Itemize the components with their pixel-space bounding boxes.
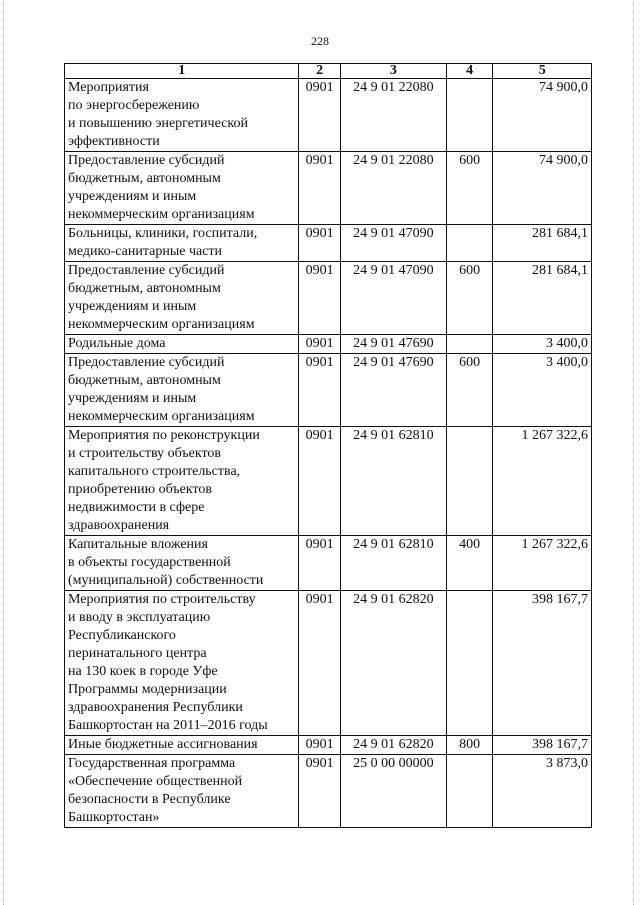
cell-type: 600 bbox=[446, 354, 493, 427]
table-row bbox=[65, 262, 592, 335]
cell-type bbox=[446, 755, 493, 828]
cell-name: Иные бюджетные ассигнования bbox=[65, 736, 299, 755]
cell-amount: 398 167,7 bbox=[493, 736, 592, 755]
header-col-1: 1 bbox=[65, 64, 299, 79]
cell-amount: 3 873,0 bbox=[493, 755, 592, 828]
cell-target: 24 9 01 47090 bbox=[340, 225, 446, 262]
table-header bbox=[65, 64, 592, 79]
cell-section: 0901 bbox=[299, 152, 340, 225]
cell-amount: 281 684,1 bbox=[493, 225, 592, 262]
cell-name: Мероприятия по энергосбережению и повышению энергетической эффективности bbox=[65, 79, 299, 152]
cell-name: Предоставление субсидий бюджетным, автономным учреждениям и иным некоммерческим организациям bbox=[65, 354, 299, 427]
table-row bbox=[65, 335, 592, 354]
cell-type: 800 bbox=[446, 736, 493, 755]
table-row bbox=[65, 225, 592, 262]
cell-name: Больницы, клиники, госпитали, медико-санитарные части bbox=[65, 225, 299, 262]
cell-section: 0901 bbox=[299, 536, 340, 591]
cell-target: 24 9 01 47690 bbox=[340, 354, 446, 427]
table-row bbox=[65, 736, 592, 755]
cell-amount: 281 684,1 bbox=[493, 262, 592, 335]
cell-target: 24 9 01 62820 bbox=[340, 591, 446, 736]
cell-target: 24 9 01 22080 bbox=[340, 152, 446, 225]
cell-amount: 74 900,0 bbox=[493, 79, 592, 152]
cell-section: 0901 bbox=[299, 755, 340, 828]
table-row bbox=[65, 152, 592, 225]
cell-amount: 1 267 322,6 bbox=[493, 427, 592, 536]
table-row bbox=[65, 79, 592, 152]
cell-target: 24 9 01 62810 bbox=[340, 427, 446, 536]
cell-target: 24 9 01 22080 bbox=[340, 79, 446, 152]
cell-name: Предоставление субсидий бюджетным, автономным учреждениям и иным некоммерческим организациям bbox=[65, 152, 299, 225]
cell-section: 0901 bbox=[299, 427, 340, 536]
budget-table bbox=[64, 63, 592, 828]
cell-name: Родильные дома bbox=[65, 335, 299, 354]
cell-type bbox=[446, 79, 493, 152]
cell-section: 0901 bbox=[299, 591, 340, 736]
page-edge-right bbox=[633, 0, 634, 905]
header-col-5: 5 bbox=[493, 64, 592, 79]
cell-section: 0901 bbox=[299, 736, 340, 755]
cell-name: Мероприятия по строительству и вводу в эксплуатацию Республиканского перинатального центра на 130 коек в городе Уфе Программы модернизации здравоохранения Республики Башкортостан на 2011–2016 годы bbox=[65, 591, 299, 736]
cell-type bbox=[446, 591, 493, 736]
page-number: 228 bbox=[311, 34, 329, 48]
header-col-2: 2 bbox=[299, 64, 340, 79]
cell-amount: 1 267 322,6 bbox=[493, 536, 592, 591]
cell-section: 0901 bbox=[299, 354, 340, 427]
cell-target: 24 9 01 47090 bbox=[340, 262, 446, 335]
table-row bbox=[65, 755, 592, 828]
table-body bbox=[65, 79, 592, 828]
cell-amount: 398 167,7 bbox=[493, 591, 592, 736]
header-col-3: 3 bbox=[340, 64, 446, 79]
cell-section: 0901 bbox=[299, 79, 340, 152]
cell-amount: 74 900,0 bbox=[493, 152, 592, 225]
cell-name: Государственная программа «Обеспечение общественной безопасности в Республике Башкортостан» bbox=[65, 755, 299, 828]
table-row bbox=[65, 591, 592, 736]
cell-type bbox=[446, 427, 493, 536]
cell-name: Капитальные вложения в объекты государственной (муниципальной) собственности bbox=[65, 536, 299, 591]
cell-target: 25 0 00 00000 bbox=[340, 755, 446, 828]
page-edge-left bbox=[3, 0, 4, 905]
header-row bbox=[65, 64, 592, 79]
header-col-4: 4 bbox=[446, 64, 493, 79]
cell-section: 0901 bbox=[299, 225, 340, 262]
cell-type bbox=[446, 225, 493, 262]
cell-target: 24 9 01 62810 bbox=[340, 536, 446, 591]
cell-type: 600 bbox=[446, 152, 493, 225]
cell-name: Предоставление субсидий бюджетным, автономным учреждениям и иным некоммерческим организациям bbox=[65, 262, 299, 335]
cell-type: 600 bbox=[446, 262, 493, 335]
cell-type bbox=[446, 335, 493, 354]
cell-name: Мероприятия по реконструкции и строительству объектов капитального строительства, приобретению объектов недвижимости в сфере здравоохранения bbox=[65, 427, 299, 536]
cell-target: 24 9 01 62820 bbox=[340, 736, 446, 755]
cell-type: 400 bbox=[446, 536, 493, 591]
table-row bbox=[65, 354, 592, 427]
table-row bbox=[65, 427, 592, 536]
cell-amount: 3 400,0 bbox=[493, 335, 592, 354]
cell-section: 0901 bbox=[299, 262, 340, 335]
cell-target: 24 9 01 47690 bbox=[340, 335, 446, 354]
table-row bbox=[65, 536, 592, 591]
cell-section: 0901 bbox=[299, 335, 340, 354]
cell-amount: 3 400,0 bbox=[493, 354, 592, 427]
